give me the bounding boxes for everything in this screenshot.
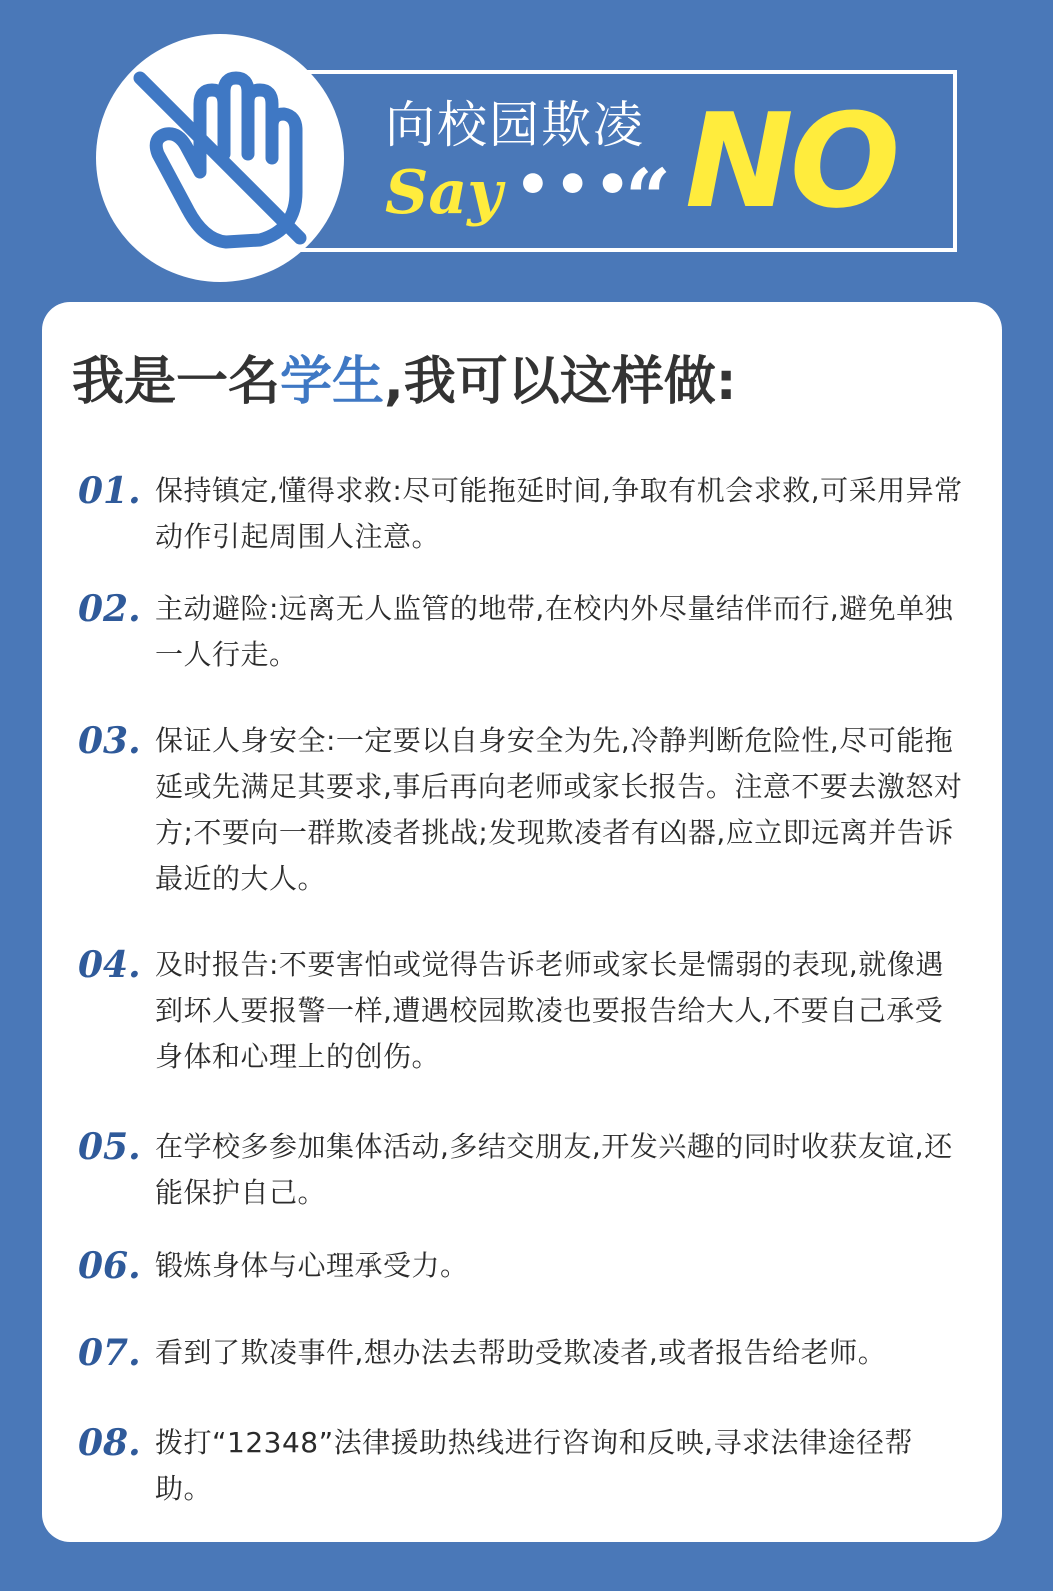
item-number: 08. <box>78 1422 141 1464</box>
item-text: 保证人身安全:一定要以自身安全为先,冷静判断危险性,尽可能拖延或先满足其要求,事后再向老师或家长报告。注意不要去激怒对方;不要向一群欺凌者挑战;发现欺凌者有凶器,应立即远离并告诉最近的大人。 <box>155 724 963 895</box>
no-hand-icon <box>96 34 344 282</box>
item-number: 04. <box>78 944 141 986</box>
item-text: 锻炼身体与心理承受力。 <box>155 1249 469 1282</box>
item-number: 01. <box>78 470 141 512</box>
item-number: 03. <box>78 720 141 762</box>
say-word: Say <box>385 158 503 228</box>
item-text: 看到了欺凌事件,想办法去帮助受欺凌者,或者报告给老师。 <box>155 1336 887 1369</box>
heading-prefix: 我是一名 <box>72 352 281 412</box>
page-heading <box>72 352 737 412</box>
item-text: 拨打“12348”法律援助热线进行咨询和反映,寻求法律途径帮助。 <box>155 1426 913 1505</box>
say-dots: ••• <box>515 153 635 218</box>
item-number: 06. <box>78 1245 141 1287</box>
item-text: 在学校多参加集体活动,多结交朋友,开发兴趣的同时收获友谊,还能保护自己。 <box>155 1130 953 1209</box>
item-number: 07. <box>78 1332 141 1374</box>
say-quote: “ <box>625 151 672 245</box>
no-hand-badge <box>96 34 344 282</box>
heading-accent: 学生 <box>280 352 385 412</box>
no-word: NO <box>685 85 897 237</box>
item-text: 保持镇定,懂得求救:尽可能拖延时间,争取有机会求救,可采用异常动作引起周围人注意。 <box>155 474 963 553</box>
content-card <box>42 302 1002 1542</box>
item-number: 05. <box>78 1126 141 1168</box>
item-text: 主动避险:远离无人监管的地带,在校内外尽量结伴而行,避免单独一人行走。 <box>155 592 954 671</box>
banner-subtitle: 向校园欺凌 <box>385 96 645 154</box>
heading-suffix: ,我可以这样做: <box>384 352 737 412</box>
item-number: 02. <box>78 588 141 630</box>
item-text: 及时报告:不要害怕或觉得告诉老师或家长是懦弱的表现,就像遇到坏人要报警一样,遭遇校园欺凌也要报告给大人,不要自己承受身体和心理上的创伤。 <box>155 948 944 1073</box>
